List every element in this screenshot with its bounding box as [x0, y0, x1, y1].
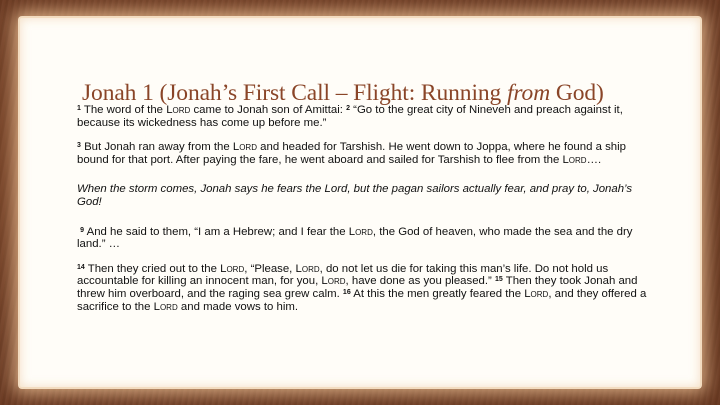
commentary-note: When the storm comes, Jonah says he fears the Lord, but the pagan sailors actually fear, and pray to, Jonah’s God!	[77, 183, 633, 208]
scripture-body	[77, 104, 652, 325]
passage-text: , have done as you pleased.”	[345, 275, 495, 288]
passage-text: “Go to the great city of Nineveh and preach against it, because its wickedness has come up before me.”	[77, 104, 623, 129]
lord-small-caps: Lord	[348, 225, 373, 238]
verse-number: 16	[342, 288, 351, 296]
passage-text: , the God of heaven, who made the sea and the dry land.” …	[77, 225, 633, 251]
passage-text: The word of the	[80, 104, 167, 116]
lord-small-caps: Lord	[524, 287, 549, 300]
passage-text: Then they cried out to the	[84, 262, 221, 275]
lord-small-caps: Lord	[562, 153, 587, 166]
verse-number: 3	[77, 142, 81, 150]
passage-text: ….	[586, 153, 602, 166]
passage-text: came to Jonah son of Amittai:	[190, 104, 347, 116]
verse-number: 1	[77, 105, 81, 112]
lord-small-caps: Lord	[166, 104, 191, 116]
lord-small-caps: Lord	[153, 300, 178, 313]
passage-1-2	[77, 104, 652, 129]
verse-number: 14	[77, 263, 85, 271]
verse-number: 2	[346, 105, 350, 112]
title-emphasis: from	[506, 80, 551, 106]
passage-text: And he said to them, “I am a Hebrew; and I fear the	[84, 225, 349, 238]
passage-text: But Jonah ran away from the	[80, 141, 233, 154]
passage-3	[77, 141, 652, 166]
verse-number: 15	[495, 276, 503, 284]
passage-text: At this the men greatly feared the	[350, 287, 525, 300]
lord-small-caps: Lord	[295, 262, 320, 275]
passage-text: Then they took Jonah and threw him overboard, and the raging sea grew calm.	[77, 275, 638, 300]
passage-14-16	[77, 263, 652, 313]
passage-text: , and they offered a sacrifice to the	[77, 287, 647, 313]
passage-9	[77, 226, 652, 251]
passage-text: and made vows to him.	[177, 300, 299, 313]
slide-title	[82, 80, 604, 107]
lord-small-caps: Lord	[220, 262, 245, 275]
title-text-end: God)	[550, 80, 604, 106]
passage-text: , do not let us die for taking this man’s life. Do not hold us accountable for killing an innocent man, for you,	[77, 262, 609, 288]
passage-text: and headed for Tarshish. He went down to Joppa, where he found a ship bound for that port. After paying the fare, he went aboard and sailed for Tarshish to flee from the	[77, 141, 626, 166]
title-text: Jonah 1 (Jonah’s First Call – Flight: Running	[82, 80, 507, 106]
verse-number: 9	[80, 226, 85, 234]
lord-small-caps: Lord	[321, 275, 346, 288]
lord-small-caps: Lord	[232, 141, 257, 154]
passage-text: , “Please,	[244, 262, 296, 275]
